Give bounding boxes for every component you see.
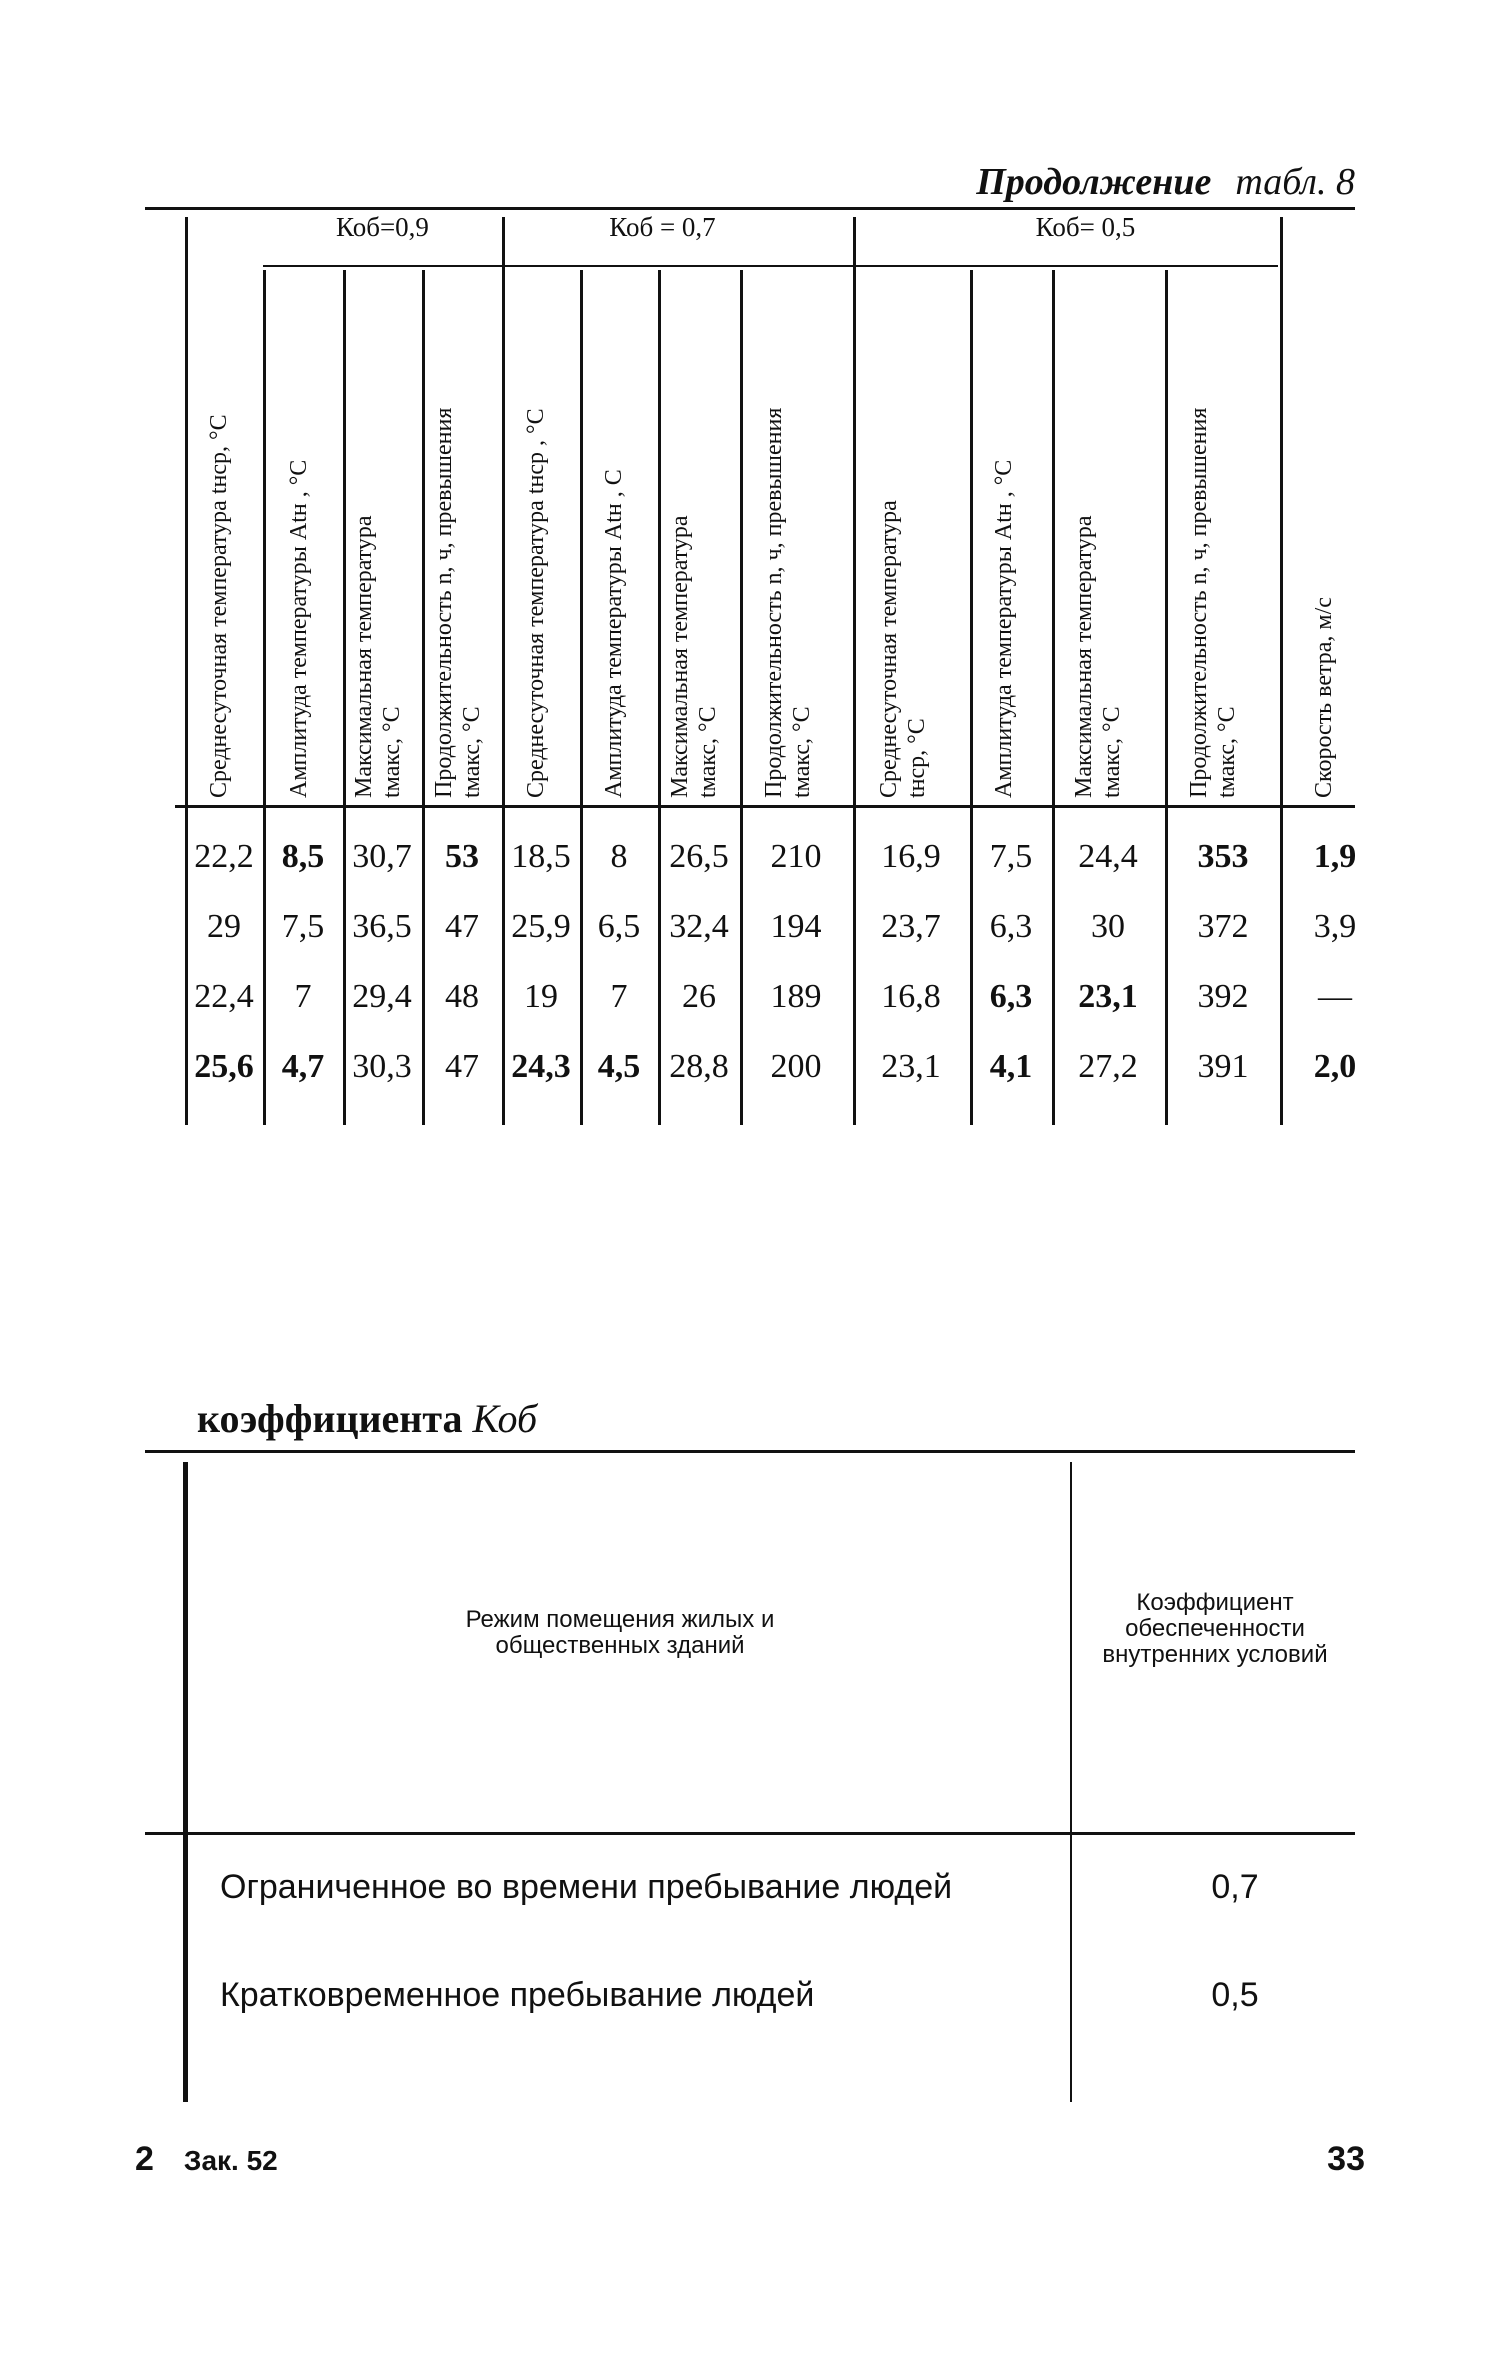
group-label-k09: Коб=0,9: [336, 212, 429, 242]
table-cell: 16,9: [881, 838, 941, 875]
table-cell: 28,8: [669, 1048, 729, 1085]
table-cell: 194: [770, 908, 822, 945]
header-bottom-rule: [145, 1832, 1355, 1835]
header-amplitude-k07: Амплитуда температуры Atн , С: [601, 469, 627, 798]
table-top-rule: [145, 207, 1355, 210]
table-cell: 200: [770, 1048, 822, 1085]
regime-label: Кратковременное пребывание людей: [220, 1976, 815, 2014]
table-cell: 47: [445, 908, 479, 945]
table-cell: 210: [770, 838, 822, 875]
page-footer-left: [135, 2140, 278, 2179]
regime-label: Ограниченное во времени пребывание людей: [220, 1868, 953, 1906]
header-wind-speed: Скорость ветра, м/с: [1311, 597, 1337, 798]
sheet-number: 2: [135, 2140, 154, 2178]
table-cell: 4,7: [281, 1048, 325, 1085]
table-cell: 53: [445, 838, 479, 875]
table-cell: 6,3: [989, 978, 1033, 1015]
table-cell: 353: [1197, 838, 1249, 875]
table-cell: 24,3: [511, 1048, 571, 1085]
table-cell: 189: [770, 978, 822, 1015]
table-cell: 7,5: [989, 838, 1033, 875]
table-cell: 3,9: [1313, 908, 1357, 945]
table-cell: 25,9: [511, 908, 571, 945]
header-coefficient: Коэффициент обеспеченности внутренних условий: [1102, 1589, 1328, 1668]
table-cell: 48: [445, 978, 479, 1015]
continuation-caption: [976, 160, 1355, 204]
table-cell: 6,5: [597, 908, 641, 945]
header-max-temp-k07: Максимальная температура tмакс, °С: [667, 515, 721, 798]
section-title: [197, 1395, 537, 1442]
table-cell: 7,5: [281, 908, 325, 945]
table-cell: 19: [524, 978, 558, 1015]
table-cell: 1,9: [1313, 838, 1357, 875]
coefficient-value: 0,5: [1211, 1976, 1259, 2014]
table-cell: 16,8: [881, 978, 941, 1015]
table-cell: 372: [1197, 908, 1249, 945]
table-cell: 391: [1197, 1048, 1249, 1085]
table-cell: 27,2: [1078, 1048, 1138, 1085]
table-cell: 29: [207, 908, 241, 945]
header-max-temp-k09: Максимальная температура tмакс, °С: [351, 515, 405, 798]
coefficient-value: 0,7: [1211, 1868, 1259, 1906]
header-bottom-rule: [175, 805, 1355, 808]
header-mean-temp-k05: Среднесуточная температура tнср, °С: [876, 500, 930, 798]
section-title-text: коэффициента: [197, 1396, 463, 1441]
table-cell: 30,3: [352, 1048, 412, 1085]
table-cell: 7: [610, 978, 628, 1015]
column-rule: [1280, 217, 1283, 1125]
table-top-rule: [145, 1450, 1355, 1453]
header-mean-temp-k07: Среднесуточная температура tнср , °С: [523, 408, 549, 798]
table-cell: 8,5: [281, 838, 325, 875]
table-cell: —: [1318, 978, 1352, 1015]
column-rule: [1052, 270, 1055, 1125]
table-reference: табл. 8: [1235, 161, 1355, 203]
table-cell: 7: [294, 978, 312, 1015]
table-cell: 392: [1197, 978, 1249, 1015]
header-duration-k09: Продолжительность n, ч, превышения tмакс, °С: [431, 407, 485, 798]
header-duration-k07: Продолжительность n, ч, превышения tмакс, °С: [761, 407, 815, 798]
page-number: 33: [1327, 2140, 1365, 2178]
table-cell: 36,5: [352, 908, 412, 945]
table-cell: 2,0: [1313, 1048, 1357, 1085]
table-cell: 32,4: [669, 908, 729, 945]
column-rule: [1070, 1462, 1072, 2102]
table-cell: 30,7: [352, 838, 412, 875]
table-cell: 8: [610, 838, 628, 875]
header-max-temp-k05: Максимальная температура tмакс, °С: [1071, 515, 1125, 798]
table-cell: 30: [1091, 908, 1125, 945]
section-title-symbol: Коб: [472, 1396, 538, 1441]
group-rule: [263, 265, 1278, 267]
table-cell: 23,1: [881, 1048, 941, 1085]
header-amplitude-k09: Амплитуда температуры Atн , °С: [286, 459, 312, 798]
table-cell: 29,4: [352, 978, 412, 1015]
table-cell: 4,1: [989, 1048, 1033, 1085]
continuation-label: Продолжение: [976, 161, 1212, 203]
order-number: Зак. 52: [183, 2145, 278, 2176]
header-mode: Режим помещения жилых и общественных зданий: [465, 1606, 775, 1659]
table-cell: 24,4: [1078, 838, 1138, 875]
table-cell: 18,5: [511, 838, 571, 875]
header-amplitude-k05: Амплитуда температуры Atн , °С: [991, 459, 1017, 798]
table-cell: 6,3: [989, 908, 1033, 945]
column-rule: [853, 217, 856, 1125]
table-cell: 22,2: [194, 838, 254, 875]
table-cell: 26,5: [669, 838, 729, 875]
column-rule: [1165, 270, 1168, 1125]
header-duration-k05: Продолжительность n, ч, превышения tмакс, °С: [1186, 407, 1240, 798]
table-cell: 4,5: [597, 1048, 641, 1085]
header-mean-temp-k09: Среднесуточная температура tнср, °С: [206, 414, 232, 798]
group-label-k07: Коб = 0,7: [609, 212, 716, 242]
group-label-k05: Коб= 0,5: [1035, 212, 1136, 242]
table-cell: 47: [445, 1048, 479, 1085]
table-cell: 25,6: [194, 1048, 254, 1085]
table-cell: 23,7: [881, 908, 941, 945]
left-rule: [183, 1462, 188, 2102]
column-rule: [740, 270, 743, 1125]
table-cell: 26: [682, 978, 716, 1015]
table-cell: 23,1: [1078, 978, 1138, 1015]
table-cell: 22,4: [194, 978, 254, 1015]
